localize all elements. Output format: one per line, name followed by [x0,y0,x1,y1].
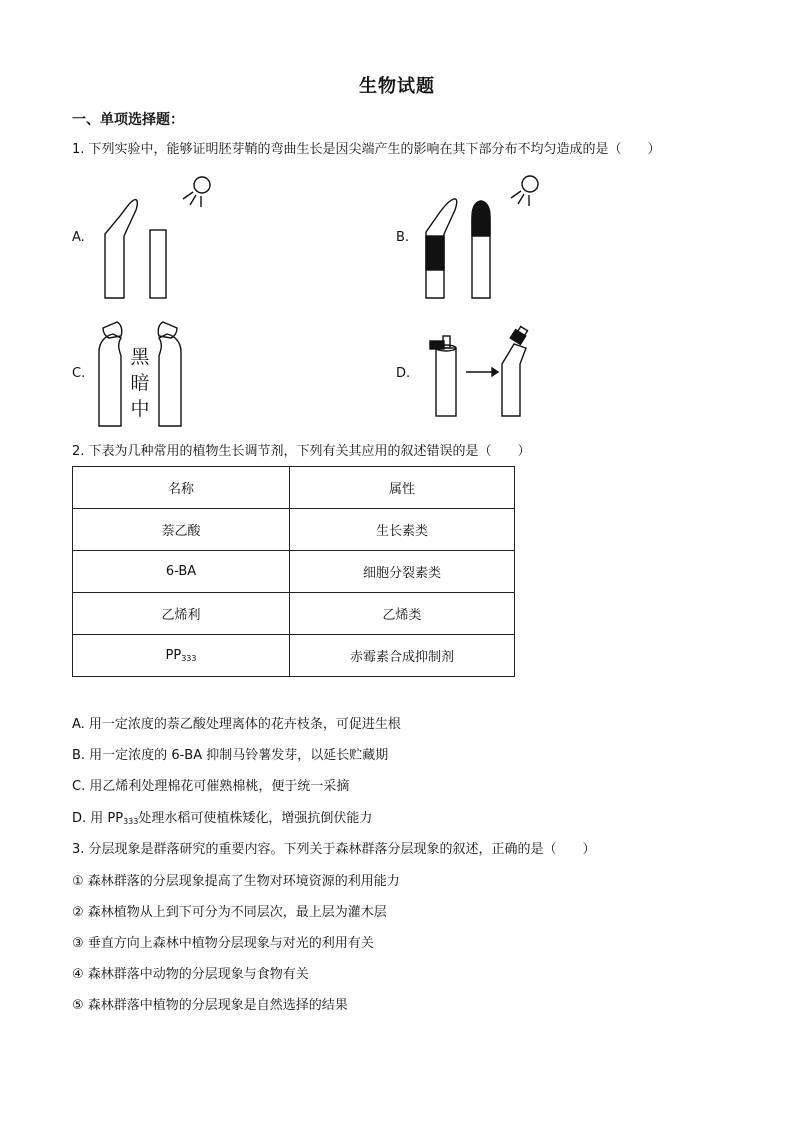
q1-option-b-label[interactable]: B. [396,230,410,245]
q1-option-c-label[interactable]: C. [72,366,86,381]
black-band [426,236,444,270]
table-cell: 乙烯利 [73,593,290,635]
bent-result [502,344,526,416]
right-coleoptile [159,334,181,426]
table-cell: 6-BA [73,551,290,593]
q3-item: ① 森林群落的分层现象提高了生物对环境资源的利用能力 [72,874,400,889]
dark-char: 暗 [130,372,150,394]
table-cell [73,635,290,677]
table-cell: 生长素类 [290,509,515,551]
q1-figure-b [422,172,552,304]
q2-stem: 2. 下表为几种常用的植物生长调节剂，下列有关其应用的叙述错误的是（ ） [72,444,531,459]
table-row [73,509,515,551]
table-header-cell: 名称 [73,467,290,509]
section-heading: 一、单项选择题： [72,112,184,128]
page-title: 生物试题 [359,76,435,97]
bent-coleoptile [105,200,137,298]
left-tip [103,322,122,338]
left-coleoptile [99,334,121,426]
q1-figure-d [428,326,538,420]
q2-option-d[interactable] [72,810,372,828]
q3-item: ③ 垂直方向上森林中植物分层现象与对光的利用有关 [72,936,374,951]
pp-subscript: 333 [181,654,197,663]
table-row [73,593,515,635]
q3-item: ④ 森林群落中动物的分层现象与食物有关 [72,967,309,982]
agar-block [430,341,444,349]
q2-option-c[interactable]: C. 用乙烯利处理棉花可催熟棉桃，便于统一采摘 [72,779,350,794]
dark-label [129,344,151,422]
sun-icon [522,176,538,192]
q2-option-b[interactable]: B. 用一定浓度的 6-BA 抑制马铃薯发芽，以延长贮藏期 [72,748,389,763]
table-row [73,551,515,593]
q1-option-a-label[interactable]: A. [72,230,85,245]
dark-char: 中 [130,398,150,420]
q1-stem: 1. 下列实验中，能够证明胚芽鞘的弯曲生长是因尖端产生的影响在其下部分布不均匀造成的是（ ） [72,142,661,157]
pp-name: PP [165,648,182,663]
table-row [73,635,515,677]
right-tip [158,322,177,338]
table-cell: 赤霉素合成抑制剂 [290,635,515,677]
q2-option-d-pre: D. 用 PP [72,811,124,826]
q3-item: ② 森林植物从上到下可分为不同层次，最上层为灌木层 [72,905,387,920]
sun-icon [194,177,210,193]
q1-figure-a [100,172,220,304]
table-header-cell: 属性 [290,467,515,509]
dark-char: 黑 [130,346,150,368]
cut-coleoptile [436,348,456,416]
q2-option-d-sub: 333 [123,817,139,826]
q1-option-d-label[interactable]: D. [396,366,411,381]
table-cell: 细胞分裂素类 [290,551,515,593]
straight-block [150,230,166,298]
q3-stem: 3. 分层现象是群落研究的重要内容。下列关于森林群落分层现象的叙述，正确的是（ ） [72,842,596,857]
table-header-row [73,467,515,509]
table-cell: 萘乙酸 [73,509,290,551]
table-cell: 乙烯类 [290,593,515,635]
q2-option-a[interactable]: A. 用一定浓度的萘乙酸处理离体的花卉枝条，可促进生根 [72,717,401,732]
regulator-table [72,466,515,677]
q2-option-d-post: 处理水稻可使植株矮化，增强抗倒伏能力 [138,811,373,826]
black-cap [472,201,490,236]
q3-item: ⑤ 森林群落中植物的分层现象是自然选择的结果 [72,998,348,1013]
